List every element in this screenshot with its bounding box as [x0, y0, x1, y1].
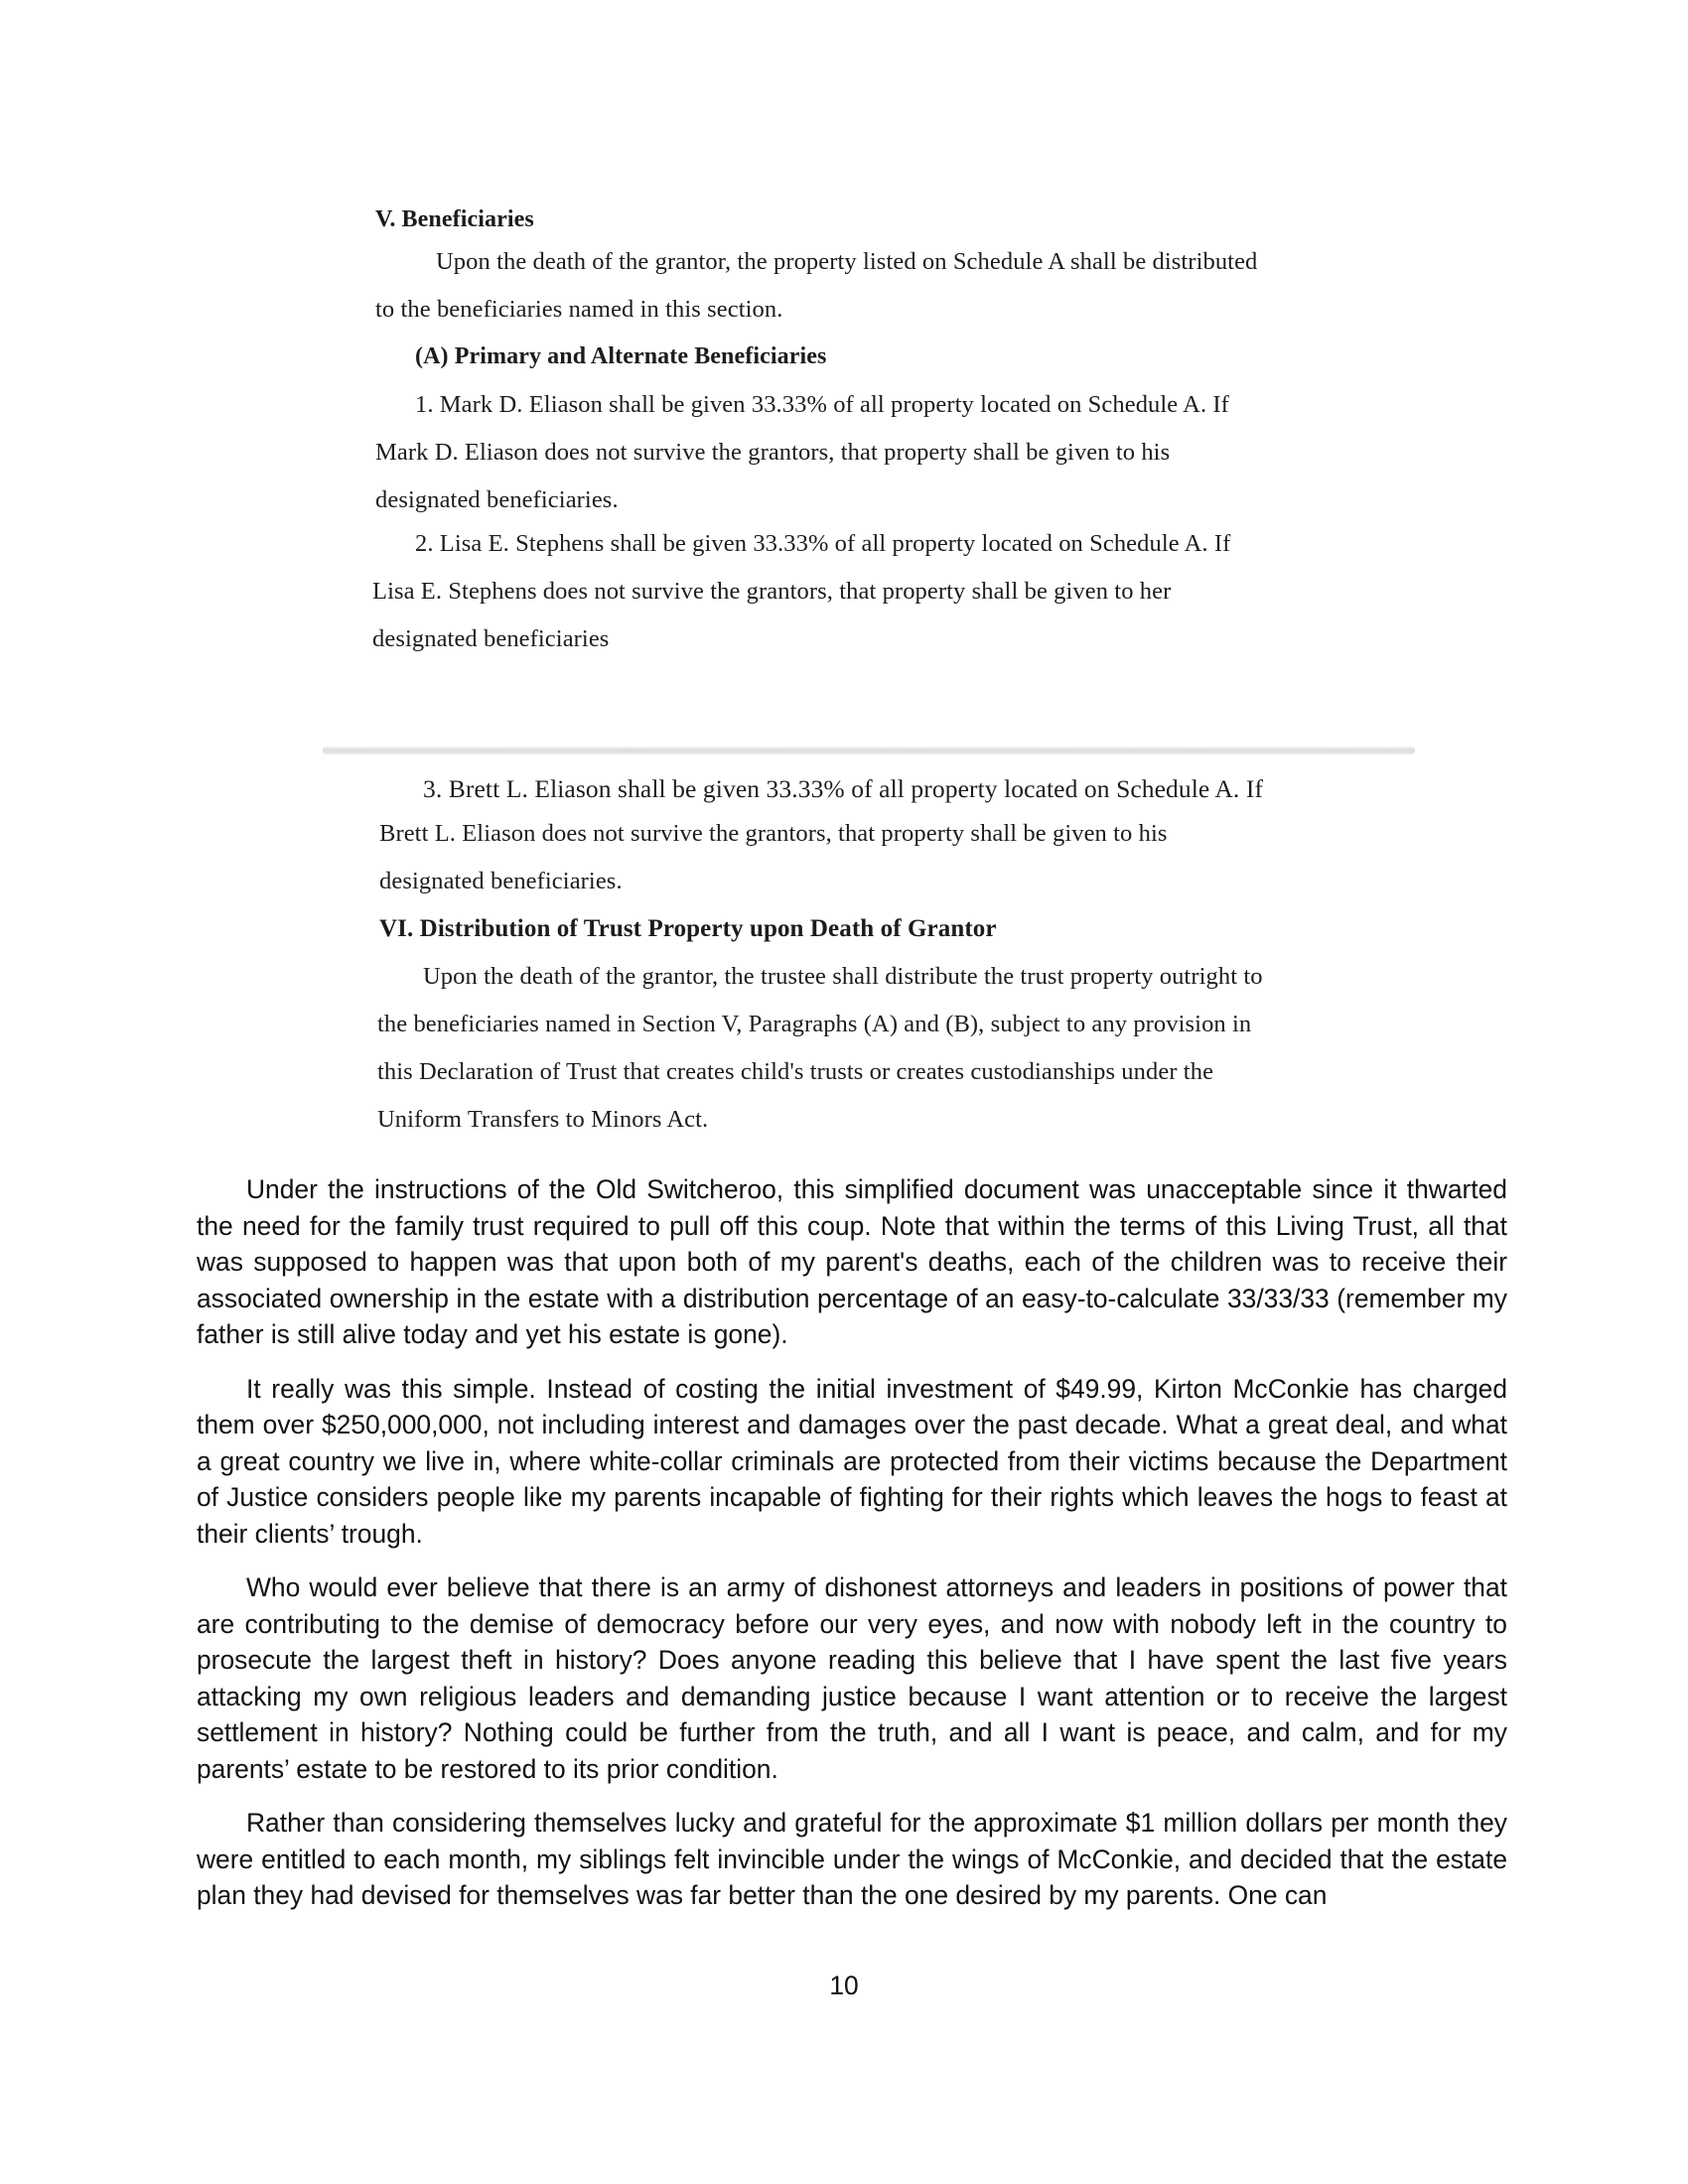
section-v-heading: V. Beneficiaries — [375, 206, 534, 232]
section-vi-line: Upon the death of the grantor, the trustee shall distribute the trust property outright to — [423, 963, 1263, 990]
beneficiary-3-line: 3. Brett L. Eliason shall be given 33.33% of all property located on Schedule A. If — [423, 774, 1264, 803]
subsection-a-heading: (A) Primary and Alternate Beneficiaries — [415, 343, 827, 369]
beneficiary-1-line: Mark D. Eliason does not survive the grantors, that property shall be given to his — [375, 439, 1171, 466]
scanned-excerpt-section-v — [367, 199, 1370, 675]
beneficiary-3-line: designated beneficiaries. — [379, 868, 623, 894]
body-text — [197, 1171, 1507, 1932]
body-paragraph: Who would ever believe that there is an army of dishonest attorneys and leaders in positions of power that are contributing to the demise of democracy before our very eyes, and now with nobody left in the country to prosecute the largest theft in history? Does anyone reading this believe that I have spent the last five years attacking my own religious leaders and demanding justice because I want attention or to receive the largest settlement in history? Nothing could be further from the truth, and all I want is peace, and calm, and for my parents’ estate to be restored to its prior condition. — [197, 1572, 1507, 1784]
body-paragraph: Rather than considering themselves lucky and grateful for the approximate $1 million dollars per month they were entitled to each month, my siblings felt invincible under the wings of McConkie, and decided that the estate plan they had devised for themselves was far better than the one desired by my parents. One can — [197, 1808, 1507, 1910]
beneficiary-2-line: 2. Lisa E. Stephens shall be given 33.33% of all property located on Schedule A. If — [415, 530, 1231, 557]
beneficiary-1-line: designated beneficiaries. — [375, 486, 619, 513]
beneficiary-1-line: 1. Mark D. Eliason shall be given 33.33% of all property located on Schedule A. If — [415, 391, 1229, 418]
body-paragraph: It really was this simple. Instead of costing the initial investment of $49.99, Kirton McConkie has charged them over $250,000,000, not including interest and damages over the past decade. What a great deal, and what a great country we live in, where white-collar criminals are protected from their victims because the Department of Justice considers people like my parents incapable of fighting for their rights which leaves the hogs to feast at their clients’ trough. — [197, 1373, 1507, 1549]
section-v-line: to the beneficiaries named in this section. — [375, 296, 783, 323]
body-paragraph: Under the instructions of the Old Switcheroo, this simplified document was unacceptable since it thwarted the need for the family trust required to pull off this coup. Note that within the terms of this Living Trust, all that was supposed to happen was that upon both of my parent's deaths, each of the children was to receive their associated ownership in the estate with a distribution percentage of an easy-to-calculate 33/33/33 (remember my father is still alive today and yet his estate is gone). — [197, 1174, 1507, 1349]
scanned-excerpt-section-vi — [367, 764, 1400, 1142]
beneficiary-2-line: Lisa E. Stephens does not survive the grantors, that property shall be given to her — [372, 578, 1172, 605]
scan-divider — [323, 747, 1415, 754]
section-vi-line: Uniform Transfers to Minors Act. — [377, 1106, 709, 1133]
beneficiary-3-line: Brett L. Eliason does not survive the grantors, that property shall be given to his — [379, 820, 1168, 847]
page-number: 10 — [829, 1971, 859, 2000]
section-vi-line: the beneficiaries named in Section V, Paragraphs (A) and (B), subject to any provision in — [377, 1011, 1252, 1037]
beneficiary-2-line: designated beneficiaries — [372, 625, 610, 652]
section-v-line: Upon the death of the grantor, the property listed on Schedule A shall be distributed — [436, 248, 1258, 275]
section-vi-line: this Declaration of Trust that creates child's trusts or creates custodianships under the — [377, 1058, 1214, 1085]
section-vi-heading: VI. Distribution of Trust Property upon Death of Grantor — [379, 915, 997, 942]
